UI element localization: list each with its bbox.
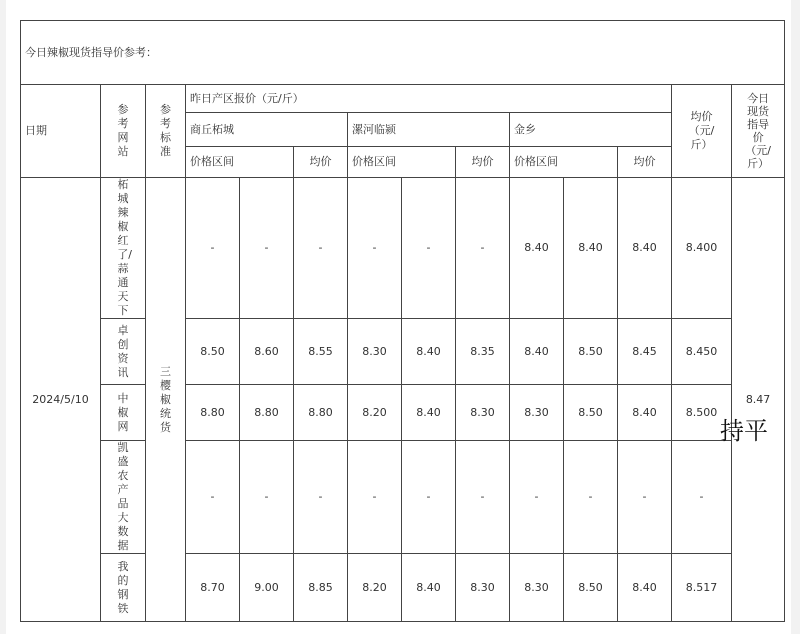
price-cell: 8.50	[564, 385, 618, 441]
price-cell: 8.40	[618, 554, 672, 622]
header-date: 日期	[21, 85, 101, 178]
price-cell: -	[402, 441, 456, 554]
price-cell: -	[240, 178, 294, 319]
price-cell: 8.80	[294, 385, 348, 441]
page-edge-left	[0, 0, 6, 634]
avg-header: 均价	[618, 147, 672, 178]
price-cell: 9.00	[240, 554, 294, 622]
price-cell: 8.80	[186, 385, 240, 441]
price-cell: 8.30	[510, 554, 564, 622]
site-cell: 柘城辣椒红了/蒜通天下	[101, 178, 146, 319]
table-title: 今日辣椒现货指导价参考：	[21, 21, 785, 85]
price-cell: 8.30	[348, 319, 402, 385]
price-cell: -	[240, 441, 294, 554]
price-cell: -	[294, 178, 348, 319]
price-cell: 8.30	[456, 385, 510, 441]
header-row-1	[21, 85, 785, 113]
price-cell: -	[186, 178, 240, 319]
table-row	[21, 554, 785, 622]
price-cell: 8.40	[618, 178, 672, 319]
price-cell: 8.50	[186, 319, 240, 385]
range-header: 价格区间	[348, 147, 456, 178]
header-site: 参考网站	[101, 85, 146, 178]
avg-cell: 8.450	[672, 319, 732, 385]
price-cell: 8.40	[402, 319, 456, 385]
price-cell: 8.60	[240, 319, 294, 385]
avg-cell: 8.500	[672, 385, 732, 441]
price-cell: -	[456, 178, 510, 319]
trend-note: 持平	[720, 417, 768, 445]
price-cell: 8.50	[564, 319, 618, 385]
page-edge-right	[791, 0, 800, 634]
range-header: 价格区间	[186, 147, 294, 178]
price-cell: -	[348, 178, 402, 319]
price-cell: 8.40	[510, 319, 564, 385]
price-cell: 8.40	[402, 385, 456, 441]
avg-header: 均价	[294, 147, 348, 178]
title-row	[21, 21, 785, 85]
avg-cell: 8.400	[672, 178, 732, 319]
avg-cell: -	[672, 441, 732, 554]
price-cell: 8.40	[564, 178, 618, 319]
price-cell: -	[402, 178, 456, 319]
price-cell: 8.40	[402, 554, 456, 622]
price-cell: 8.50	[564, 554, 618, 622]
standard-cell: 三樱椒统货	[146, 178, 186, 622]
price-table	[20, 20, 785, 622]
header-avg-total: 均价（元/斤）	[672, 85, 732, 178]
region-shangqiu: 商丘柘城	[186, 113, 348, 147]
table-row	[21, 319, 785, 385]
price-cell: 8.40	[510, 178, 564, 319]
header-yesterday: 昨日产区报价（元/斤）	[186, 85, 672, 113]
table-row	[21, 178, 785, 319]
price-cell: -	[510, 441, 564, 554]
region-jinxiang: 金乡	[510, 113, 672, 147]
today-price-cell: 8.47	[732, 178, 785, 622]
price-cell: -	[294, 441, 348, 554]
site-cell: 中椒网	[101, 385, 146, 441]
price-cell: 8.40	[618, 385, 672, 441]
price-cell: -	[456, 441, 510, 554]
price-cell: 8.70	[186, 554, 240, 622]
price-cell: 8.85	[294, 554, 348, 622]
price-cell: 8.20	[348, 554, 402, 622]
table-row	[21, 441, 785, 554]
price-cell: 8.55	[294, 319, 348, 385]
site-cell: 凯盛农产品大数据	[101, 441, 146, 554]
price-cell: 8.45	[618, 319, 672, 385]
price-cell: 8.20	[348, 385, 402, 441]
price-cell: 8.30	[510, 385, 564, 441]
header-today-price: 今日现货指导价（元/斤）	[732, 85, 785, 178]
range-header: 价格区间	[510, 147, 618, 178]
site-cell: 我的钢铁	[101, 554, 146, 622]
date-cell: 2024/5/10	[21, 178, 101, 622]
header-standard: 参考标准	[146, 85, 186, 178]
avg-cell: 8.517	[672, 554, 732, 622]
price-cell: -	[348, 441, 402, 554]
region-luohe: 漯河临颍	[348, 113, 510, 147]
site-cell: 卓创资讯	[101, 319, 146, 385]
price-cell: -	[186, 441, 240, 554]
price-cell: -	[618, 441, 672, 554]
price-cell: 8.35	[456, 319, 510, 385]
avg-header: 均价	[456, 147, 510, 178]
price-cell: 8.80	[240, 385, 294, 441]
table-row	[21, 385, 785, 441]
price-cell: -	[564, 441, 618, 554]
price-cell: 8.30	[456, 554, 510, 622]
